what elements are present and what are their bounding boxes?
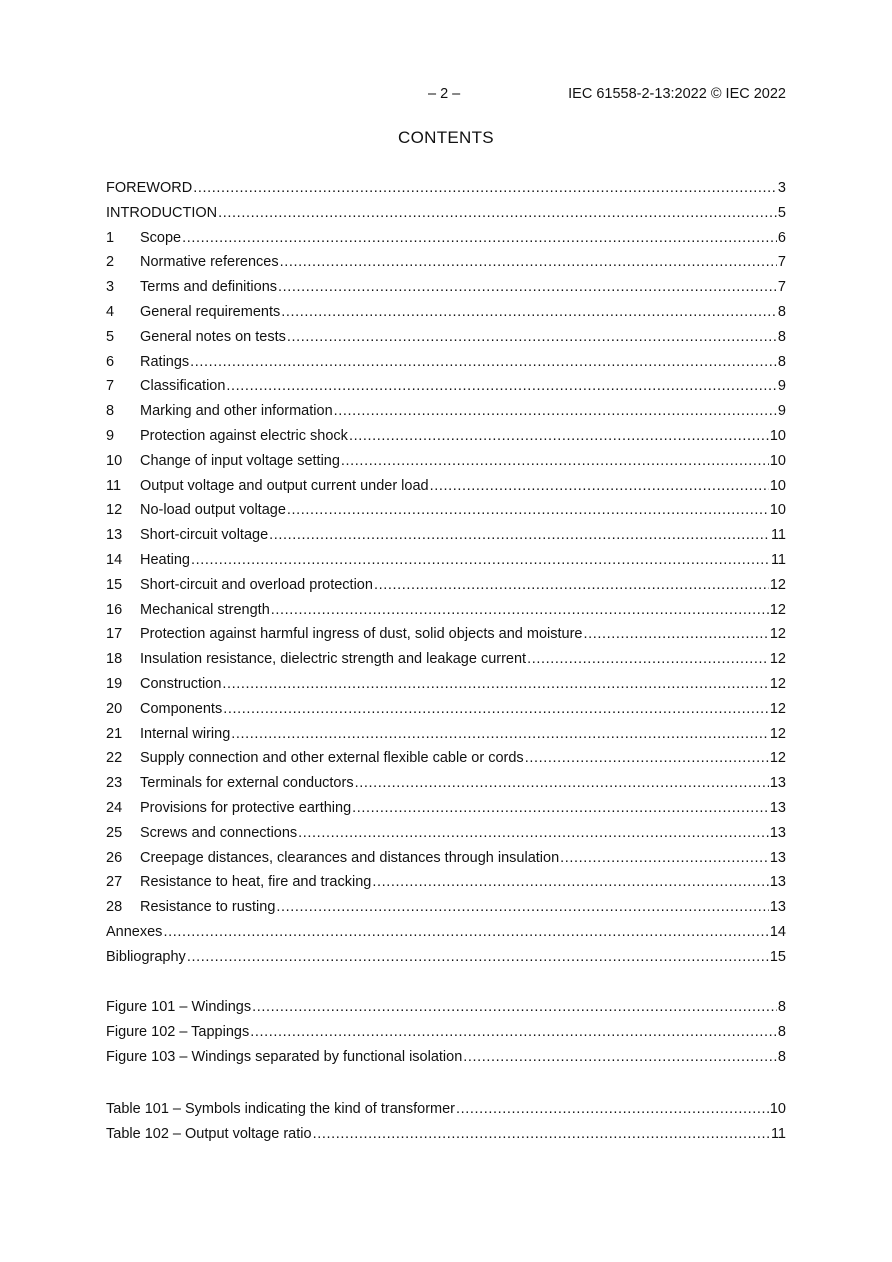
toc-entry-number: 14 <box>106 551 123 568</box>
toc-entry-number: 1 <box>106 229 115 246</box>
toc-entry-page: 13 <box>769 775 786 792</box>
dot-leader <box>250 1020 777 1045</box>
toc-entry[interactable] <box>106 995 786 1020</box>
toc-entry-title: Change of input voltage setting <box>140 452 340 469</box>
toc-entry[interactable] <box>106 226 786 251</box>
toc-entry-page: 14 <box>769 923 786 940</box>
toc-entry-title: Marking and other information <box>140 403 333 420</box>
toc-entry-page: 5 <box>777 204 786 221</box>
toc-entry-number: 9 <box>106 427 115 444</box>
dot-leader <box>352 796 769 821</box>
toc-entry[interactable] <box>106 895 786 920</box>
document-id: IEC 61558-2-13:2022 © IEC 2022 <box>568 86 786 102</box>
toc-entry-title: Terminals for external conductors <box>140 775 354 792</box>
dot-leader <box>287 498 769 523</box>
dot-leader <box>560 846 769 871</box>
dot-leader <box>190 350 777 375</box>
toc-entry-title: Annexes <box>106 923 163 940</box>
dot-leader <box>298 821 769 846</box>
tables-list <box>106 1097 786 1147</box>
toc-entry-page: 7 <box>777 254 786 271</box>
toc-entry-page: 8 <box>777 303 786 320</box>
toc-entry-number: 4 <box>106 303 115 320</box>
toc-entry-page: 11 <box>770 551 786 568</box>
toc-entry-page: 13 <box>769 799 786 816</box>
toc-entry-number: 5 <box>106 328 115 345</box>
toc-entry[interactable] <box>106 548 786 573</box>
toc-entry[interactable] <box>106 821 786 846</box>
toc-entry-title: Ratings <box>140 353 190 370</box>
toc-entry-page: 12 <box>769 700 786 717</box>
toc-entry-number: 10 <box>106 452 123 469</box>
toc-entry-number: 23 <box>106 775 123 792</box>
toc-entry-page: 12 <box>769 651 786 668</box>
toc-entry-page: 11 <box>770 1125 786 1142</box>
toc-entry[interactable] <box>106 920 786 945</box>
toc-list <box>106 176 786 970</box>
dot-leader <box>226 374 777 399</box>
toc-entry-number: 13 <box>106 527 123 544</box>
toc-entry-number: 19 <box>106 675 123 692</box>
toc-entry-number: 6 <box>106 353 115 370</box>
toc-entry-page: 8 <box>777 353 786 370</box>
toc-entry-title: Mechanical strength <box>140 601 270 618</box>
toc-entry-page: 13 <box>769 849 786 866</box>
figures-list <box>106 995 786 1069</box>
toc-entry-number: 22 <box>106 750 123 767</box>
toc-entry[interactable] <box>106 1045 786 1070</box>
toc-entry-page: 6 <box>777 229 786 246</box>
dot-leader <box>287 325 777 350</box>
dot-leader <box>218 201 777 226</box>
toc-entry[interactable] <box>106 325 786 350</box>
toc-entry[interactable] <box>106 523 786 548</box>
toc-entry-title: Table 102 – Output voltage ratio <box>106 1125 312 1142</box>
toc-entry-page: 13 <box>769 899 786 916</box>
toc-entry-title: General notes on tests <box>140 328 286 345</box>
dot-leader <box>313 1122 770 1147</box>
dot-leader <box>276 895 768 920</box>
toc-entry[interactable] <box>106 250 786 275</box>
toc-entry-title: Scope <box>140 229 182 246</box>
dot-leader <box>527 647 769 672</box>
toc-entry[interactable] <box>106 771 786 796</box>
dot-leader <box>163 920 768 945</box>
toc-entry[interactable] <box>106 1122 786 1147</box>
toc-entry-page: 8 <box>777 999 786 1015</box>
toc-entry-page: 9 <box>777 378 786 395</box>
toc-entry-page: 12 <box>769 576 786 593</box>
toc-entry[interactable] <box>106 350 786 375</box>
toc-entry[interactable] <box>106 647 786 672</box>
toc-entry-page: 12 <box>769 626 786 643</box>
dot-leader <box>463 1045 777 1070</box>
toc-entry-title: Normative references <box>140 254 279 271</box>
toc-entry-page: 8 <box>777 328 786 345</box>
toc-entry-title: No-load output voltage <box>140 502 286 519</box>
toc-entry[interactable] <box>106 498 786 523</box>
toc-entry-number: 16 <box>106 601 123 618</box>
toc-entry-title: Creepage distances, clearances and distances through insulation <box>140 849 560 866</box>
toc-entry[interactable] <box>106 573 786 598</box>
toc-entry-title: Figure 102 – Tappings <box>106 1023 250 1040</box>
toc-entry-title: Internal wiring <box>140 725 231 742</box>
toc-entry[interactable] <box>106 449 786 474</box>
toc-entry[interactable] <box>106 846 786 871</box>
toc-entry-page: 8 <box>777 1048 786 1065</box>
toc-entry-page: 12 <box>769 725 786 742</box>
toc-entry-title: Construction <box>140 675 222 692</box>
dot-leader <box>355 771 769 796</box>
toc-entry-number: 7 <box>106 378 115 395</box>
toc-entry[interactable] <box>106 374 786 399</box>
toc-entry-page: 10 <box>769 502 786 519</box>
toc-entry[interactable] <box>106 870 786 895</box>
toc-entry[interactable] <box>106 722 786 747</box>
toc-entry-title: Figure 103 – Windings separated by functional isolation <box>106 1048 463 1065</box>
toc-entry-number: 24 <box>106 799 123 816</box>
toc-entry-page: 10 <box>769 1101 786 1117</box>
toc-entry-page: 12 <box>769 750 786 767</box>
page-number: – 2 – <box>428 86 461 102</box>
toc-entry[interactable] <box>106 300 786 325</box>
toc-entry-number: 18 <box>106 651 123 668</box>
toc-entry[interactable] <box>106 746 786 771</box>
toc-entry-title: Resistance to rusting <box>140 899 276 916</box>
toc-entry[interactable] <box>106 945 786 970</box>
toc-entry-title: Table 101 – Symbols indicating the kind of transformer <box>106 1101 455 1117</box>
dot-leader <box>583 622 768 647</box>
dot-leader <box>269 523 770 548</box>
toc-entry-title: FOREWORD <box>106 180 193 196</box>
toc-entry-number: 15 <box>106 576 123 593</box>
page-header <box>0 86 892 106</box>
dot-leader <box>349 424 769 449</box>
toc-entry-number: 26 <box>106 849 123 866</box>
toc-entry[interactable] <box>106 424 786 449</box>
dot-leader <box>456 1097 769 1122</box>
toc-entry-number: 27 <box>106 874 123 891</box>
dot-leader <box>278 275 777 300</box>
toc-entry-title: Bibliography <box>106 948 186 965</box>
toc-entry-title: Classification <box>140 378 226 395</box>
dot-leader <box>187 945 769 970</box>
toc-entry-number: 28 <box>106 899 123 916</box>
dot-leader <box>430 474 769 499</box>
toc-entry[interactable] <box>106 697 786 722</box>
toc-entry-number: 17 <box>106 626 123 643</box>
toc-entry-title: Insulation resistance, dielectric strength and leakage current <box>140 651 527 668</box>
toc-entry-title: Protection against electric shock <box>140 427 348 444</box>
toc-entry-page: 10 <box>769 477 786 494</box>
toc-entry-title: Resistance to heat, fire and tracking <box>140 874 372 891</box>
toc-entry-number: 21 <box>106 725 123 742</box>
toc-entry-title: Heating <box>140 551 190 568</box>
toc-entry-title: General requirements <box>140 303 281 320</box>
toc-entry-title: Screws and connections <box>140 824 298 841</box>
dot-leader <box>191 548 770 573</box>
dot-leader <box>374 573 769 598</box>
toc-entry-title: Supply connection and other external flexible cable or cords <box>140 750 524 767</box>
toc-entry[interactable] <box>106 1097 786 1122</box>
dot-leader <box>193 176 777 201</box>
toc-entry-page: 8 <box>777 1023 786 1040</box>
dot-leader <box>231 722 769 747</box>
toc-entry-title: Short-circuit and overload protection <box>140 576 373 593</box>
toc-entry-title: Components <box>140 700 223 717</box>
dot-leader <box>223 697 769 722</box>
toc-entry-number: 2 <box>106 254 115 271</box>
toc-entry-page: 10 <box>769 452 786 469</box>
toc-entry-title: Short-circuit voltage <box>140 527 269 544</box>
toc-entry-page: 13 <box>769 824 786 841</box>
toc-entry[interactable] <box>106 275 786 300</box>
dot-leader <box>182 226 777 251</box>
toc-entry-title: Output voltage and output current under load <box>140 477 429 494</box>
dot-leader <box>281 300 777 325</box>
dot-leader <box>334 399 777 424</box>
toc-entry-number: 11 <box>106 477 122 494</box>
toc-entry-number: 25 <box>106 824 123 841</box>
toc-entry-number: 3 <box>106 279 115 296</box>
toc-entry-page: 12 <box>769 675 786 692</box>
toc-entry-title: Terms and definitions <box>140 279 278 296</box>
toc-entry-page: 12 <box>769 601 786 618</box>
toc-entry-number: 12 <box>106 502 123 519</box>
toc-entry-title: Provisions for protective earthing <box>140 799 352 816</box>
page-title: CONTENTS <box>398 128 494 147</box>
toc-entry-title: Protection against harmful ingress of dust, solid objects and moisture <box>140 626 583 643</box>
toc-entry[interactable] <box>106 1020 786 1045</box>
toc-entry[interactable] <box>106 201 786 226</box>
toc-entry-page: 3 <box>777 180 786 196</box>
toc-entry[interactable] <box>106 399 786 424</box>
toc-entry-title: Figure 101 – Windings <box>106 999 252 1015</box>
toc-entry[interactable] <box>106 598 786 623</box>
toc-entry-page: 7 <box>777 279 786 296</box>
toc-entry-number: 20 <box>106 700 123 717</box>
toc-entry-title: INTRODUCTION <box>106 204 218 221</box>
toc-entry-page: 10 <box>769 427 786 444</box>
dot-leader <box>222 672 768 697</box>
toc-entry-page: 9 <box>777 403 786 420</box>
toc-entry-page: 15 <box>769 948 786 965</box>
toc-entry-number: 8 <box>106 403 115 420</box>
dot-leader <box>280 250 777 275</box>
toc-entry[interactable] <box>106 622 786 647</box>
toc-entry[interactable] <box>106 176 786 201</box>
toc-entry[interactable] <box>106 796 786 821</box>
dot-leader <box>252 995 777 1020</box>
dot-leader <box>525 746 769 771</box>
toc-entry-page: 11 <box>770 527 786 544</box>
dot-leader <box>372 870 769 895</box>
dot-leader <box>271 598 769 623</box>
toc-entry[interactable] <box>106 474 786 499</box>
toc-entry-page: 13 <box>769 874 786 891</box>
dot-leader <box>341 449 769 474</box>
toc-entry[interactable] <box>106 672 786 697</box>
